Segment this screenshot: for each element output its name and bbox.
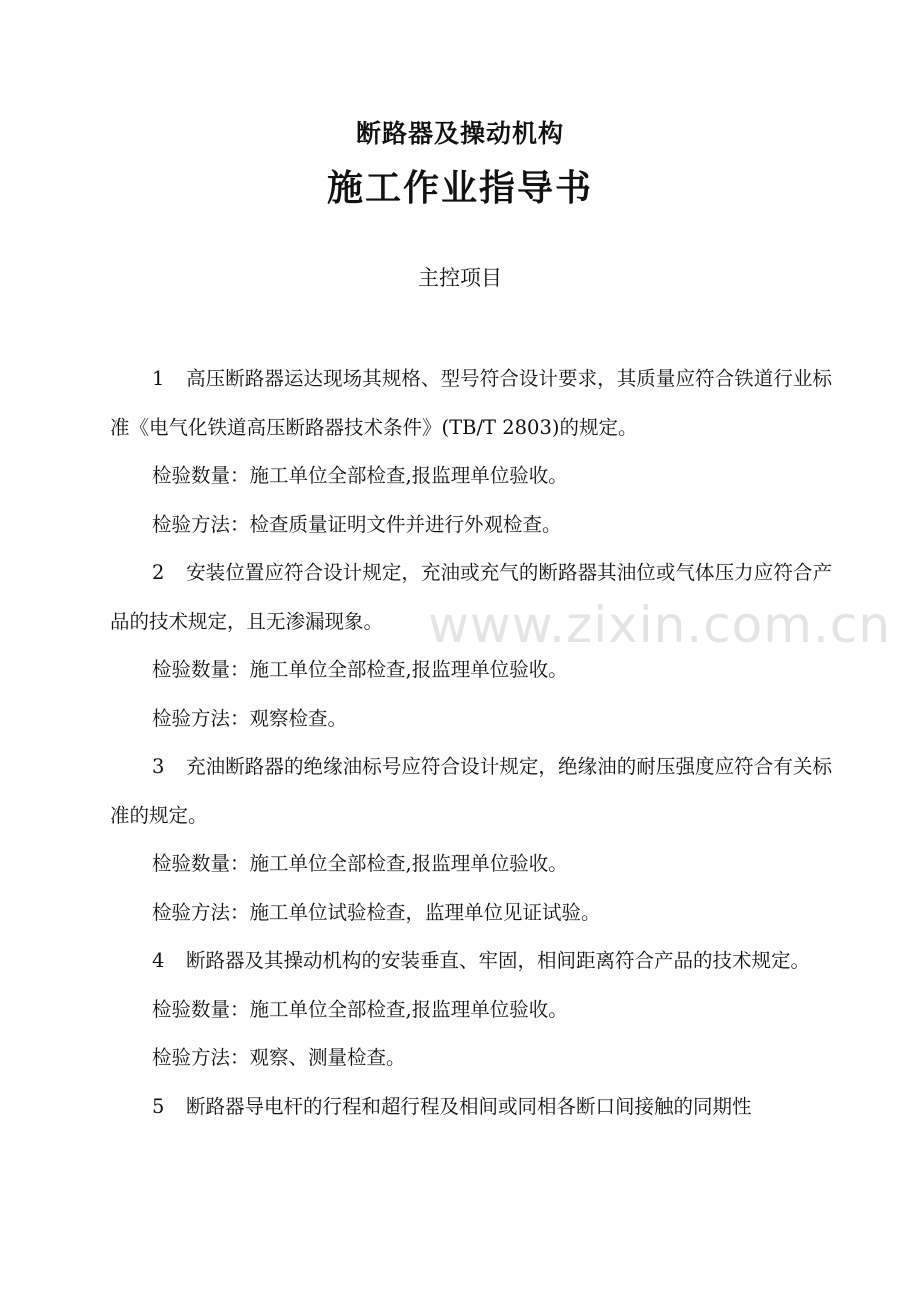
item-number: 4 [152,949,165,972]
item-4-paragraph [110,937,832,986]
item-text: 断路器及其操动机构的安装垂直、牢固，相间距离符合产品的技术规定。 [186,949,811,972]
inspection-method: 检验方法：施工单位试验检查，监理单位见证试验。 [152,900,601,924]
document-title-line2: 施工作业指导书 [326,168,593,209]
item-1-paragraph [110,355,832,452]
inspection-method: 检验方法：检查质量证明文件并进行外观检查。 [152,512,562,536]
section-heading: 主控项目 [418,266,502,290]
item-number: 3 [152,755,165,778]
item-number: 5 [152,1094,165,1118]
item-2-paragraph [110,549,832,646]
item-text: 安装位置应符合设计规定，充油或充气的断路器其油位或气体压力应符合产品的技术规定，且无渗漏现象。 [110,561,832,633]
inspection-quantity: 检验数量：施工单位全部检查,报监理单位验收。 [152,852,568,875]
item-3-paragraph [110,743,832,840]
inspection-quantity: 检验数量：施工单位全部检查,报监理单位验收。 [152,997,568,1021]
item-5-paragraph [110,1083,832,1132]
item-text: 充油断路器的绝缘油标号应符合设计规定，绝缘油的耐压强度应符合有关标准的规定。 [110,755,832,827]
watermark: www.zixin.com.cn [428,596,892,654]
item-number: 2 [152,561,165,584]
item-text: 高压断路器运达现场其规格、型号符合设计要求，其质量应符合铁道行业标准《电气化铁道高压断路器技术条件》(TB/T 2803)的规定。 [110,367,832,439]
document-body [110,355,832,1131]
item-text: 断路器导电杆的行程和超行程及相间或同相各断口间接触的同期性 [186,1094,752,1118]
item-number: 1 [152,367,165,390]
inspection-quantity: 检验数量：施工单位全部检查,报监理单位验收。 [152,464,568,487]
inspection-method: 检验方法：观察、测量检查。 [152,1046,406,1069]
inspection-quantity: 检验数量：施工单位全部检查,报监理单位验收。 [152,658,568,681]
document-title-line1: 断路器及操动机构 [355,119,564,148]
inspection-method: 检验方法：观察检查。 [152,706,348,730]
